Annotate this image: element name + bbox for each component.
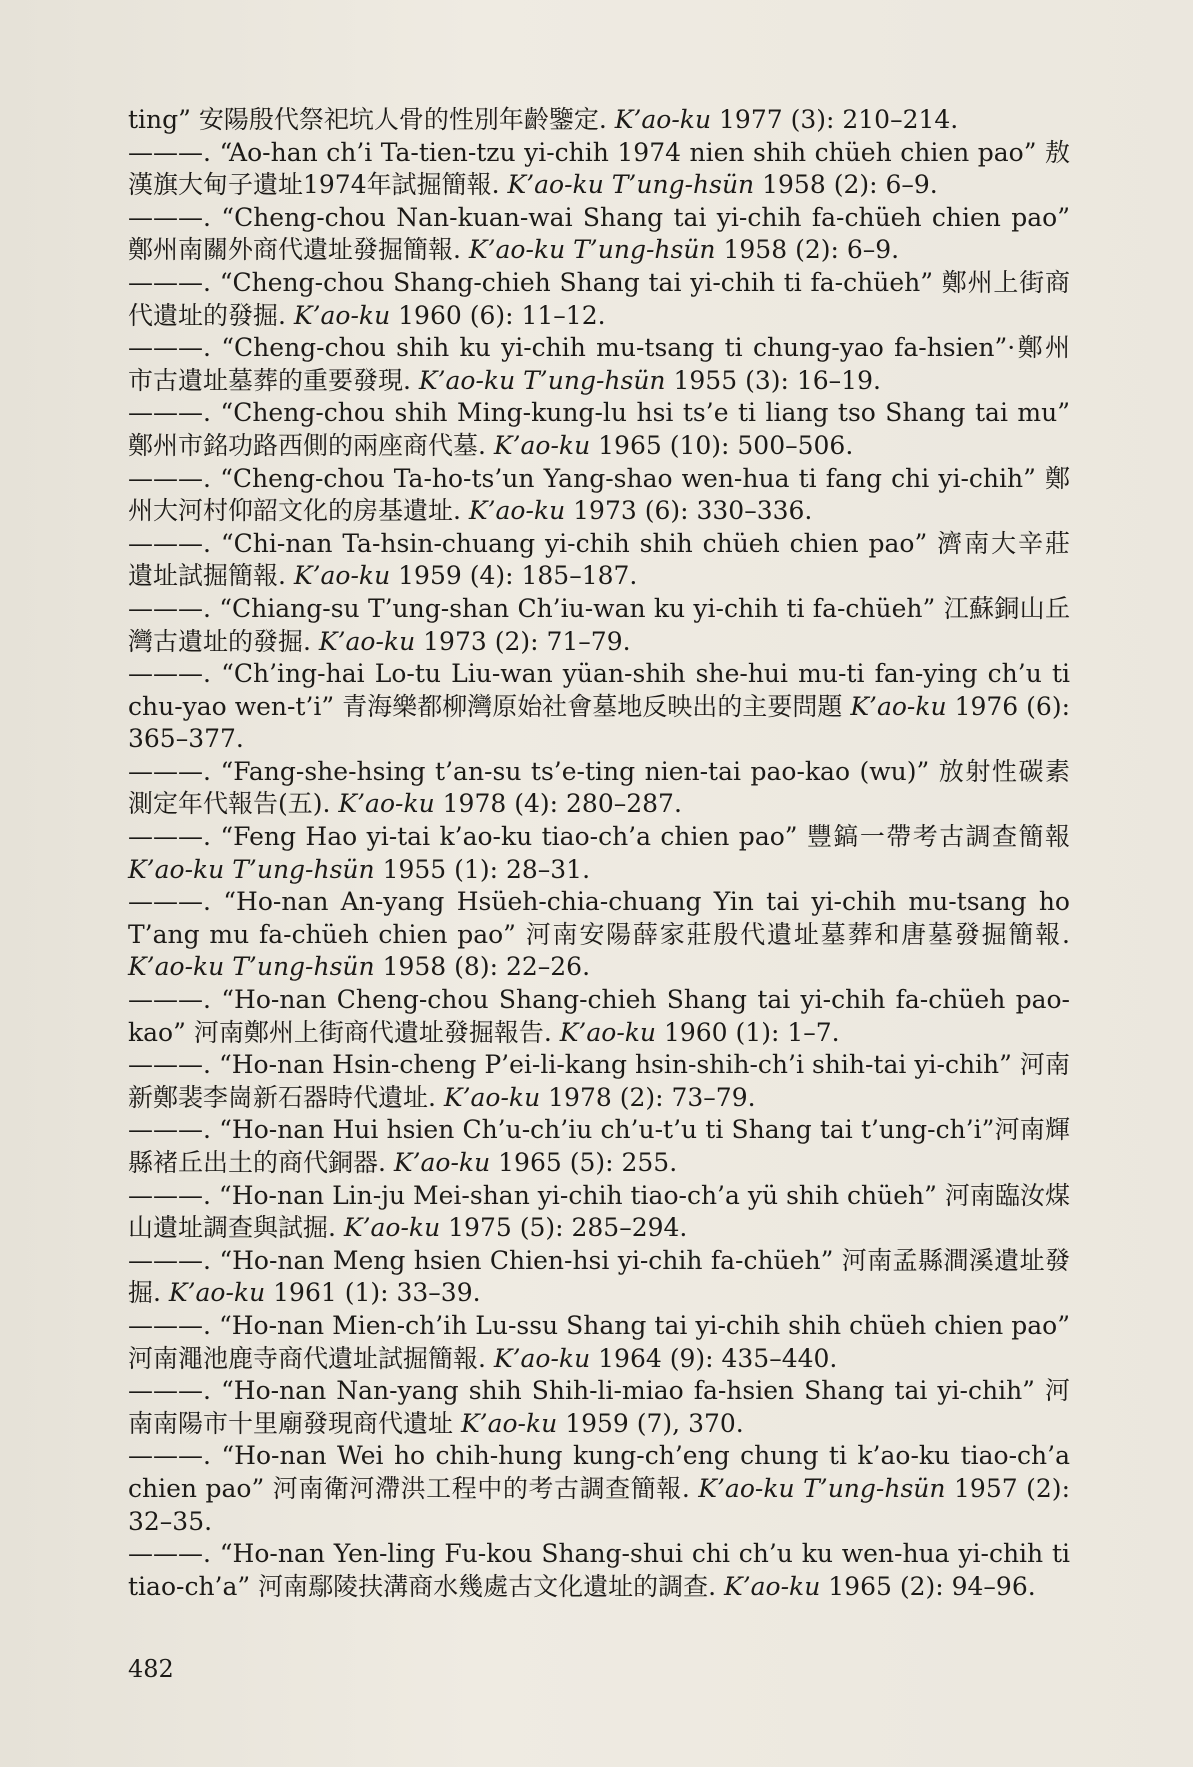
entry-title: “Ho-nan Hsin-cheng P’ei-li-kang hsin-shih-ch’i shih-tai yi-chih” 河南新鄭裴李崗新石器時代遺址. [128, 1050, 1070, 1112]
bibliography-entry [128, 886, 1070, 984]
citation: 1960 (1): 1–7. [663, 1017, 840, 1047]
bibliography-entry [128, 1310, 1070, 1375]
journal-name: K’ao-ku [293, 561, 391, 591]
journal-name: K’ao-ku [443, 1082, 541, 1112]
repeat-author-dash: ———. [128, 887, 211, 917]
bibliography-list [128, 104, 1070, 1603]
citation: 1964 (9): 435–440. [598, 1343, 838, 1373]
repeat-author-dash: ———. [128, 593, 211, 623]
journal-name: K’ao-ku T’ung-hsün [418, 365, 666, 395]
entry-title: “Ho-nan Wei ho chih-hung kung-ch’eng chung ti k’ao-ku tiao-ch’a chien pao” 河南衛河滯洪工程中的考古調查簡報. [128, 1441, 1070, 1503]
entry-title: “Cheng-chou Shang-chieh Shang tai yi-chih ti fa-chüeh” 鄭州上街商代遺址的發掘. [128, 267, 1070, 330]
repeat-author-dash: ———. [128, 463, 211, 493]
journal-name: K’ao-ku T’ung-hsün [698, 1473, 946, 1503]
journal-name: K’ao-ku [468, 496, 566, 526]
entry-title: “Ho-nan Meng hsien Chien-hsi yi-chih fa-chüeh” 河南孟縣澗溪遺址發掘. [128, 1245, 1070, 1308]
citation: 1959 (7), 370. [565, 1408, 744, 1438]
entry-title: “Ao-han ch’i Ta-tien-tzu yi-chih 1974 nien shih chüeh chien pao” 敖漢旗大甸子遺址1974年試掘簡報. [128, 137, 1071, 200]
journal-name: K’ao-ku [493, 430, 591, 460]
repeat-author-dash: ———. [128, 1115, 211, 1145]
entry-title: “Ch’ing-hai Lo-tu Liu-wan yüan-shih she-hui mu-ti fan-ying ch’u ti chu-yao wen-t’i” 青海樂都柳灣原始社會墓地反映出的主要問題 [128, 659, 1070, 721]
bibliography-entry [128, 1440, 1070, 1538]
citation: 1973 (2): 71–79. [423, 626, 631, 656]
journal-name: K’ao-ku T’ung-hsün [128, 854, 375, 884]
journal-name: K’ao-ku [614, 105, 712, 134]
bibliography-entry [128, 202, 1070, 267]
repeat-author-dash: ———. [128, 1310, 211, 1340]
repeat-author-dash: ———. [128, 267, 211, 297]
journal-name: K’ao-ku [460, 1408, 558, 1438]
entry-title: “Ho-nan Hui hsien Ch’u-ch’iu ch’u-t’u ti Shang tai t’ung-ch’i”河南輝縣褚丘出土的商代銅器. [128, 1115, 1071, 1177]
entry-title: “Chiang-su T’ung-shan Ch’iu-wan ku yi-chih ti fa-chüeh” 江蘇銅山丘灣古遺址的發掘. [128, 593, 1070, 656]
entry-title: “Ho-nan An-yang Hsüeh-chia-chuang Yin tai yi-chih mu-tsang ho T’ang mu fa-chüeh chien pao” 河南安陽薛家莊殷代遺址墓葬和唐墓發掘簡報. [128, 887, 1070, 949]
journal-name: K’ao-ku T’ung-hsün [128, 952, 375, 982]
entry-title: “Ho-nan Yen-ling Fu-kou Shang-shui chi ch’u ku wen-hua yi-chih ti tiao-ch’a” 河南鄢陵扶溝商水幾處古文化遺址的調查. [128, 1539, 1070, 1601]
journal-name: K’ao-ku [493, 1343, 591, 1373]
bibliography-entry [128, 658, 1070, 756]
bibliography-entry [128, 332, 1070, 397]
citation: 1973 (6): 330–336. [573, 496, 813, 526]
bibliography-entry [128, 267, 1070, 332]
journal-name: K’ao-ku T’ung-hsün [507, 170, 755, 200]
bibliography-entry [128, 528, 1070, 593]
entry-title: “Cheng-chou Nan-kuan-wai Shang tai yi-chih fa-chüeh chien pao” 鄭州南關外商代遺址發掘簡報. [128, 202, 1070, 265]
citation: 1957 (2): 32–35. [128, 1473, 1070, 1536]
bibliography-entry-continued [128, 104, 1070, 137]
journal-name: K’ao-ku [318, 626, 416, 656]
entry-title: “Feng Hao yi-tai k’ao-ku tiao-ch’a chien pao” 豐鎬一帶考古調查簡報 [220, 822, 1070, 852]
entry-title: ting” 安陽殷代祭祀坑人骨的性別年齡鑒定. [128, 105, 607, 134]
bibliography-entry [128, 1049, 1070, 1114]
entry-title: “Ho-nan Lin-ju Mei-shan yi-chih tiao-ch’a yü shih chüeh” 河南臨汝煤山遺址調查與試掘. [128, 1180, 1070, 1243]
journal-name: K’ao-ku [393, 1148, 491, 1177]
citation: 1958 (2): 6–9. [762, 170, 938, 200]
citation: 1965 (10): 500–506. [598, 430, 854, 460]
bibliography-entry [128, 137, 1070, 202]
journal-name: K’ao-ku [850, 691, 947, 721]
repeat-author-dash: ———. [128, 333, 211, 363]
bibliography-entry [128, 756, 1070, 821]
citation: 1978 (2): 73–79. [548, 1082, 756, 1112]
journal-name: K’ao-ku [559, 1017, 657, 1047]
repeat-author-dash: ———. [128, 398, 211, 428]
repeat-author-dash: ———. [128, 822, 211, 852]
bibliography-entry [128, 397, 1070, 462]
bibliography-entry [128, 1375, 1070, 1440]
citation: 1955 (1): 28–31. [382, 854, 591, 884]
bibliography-entry [128, 1538, 1070, 1603]
repeat-author-dash: ———. [128, 137, 211, 167]
citation: 1958 (2): 6–9. [723, 235, 900, 265]
bibliography-entry [128, 593, 1070, 658]
repeat-author-dash: ———. [128, 202, 211, 232]
journal-name: K’ao-ku [293, 300, 391, 330]
repeat-author-dash: ———. [128, 1539, 211, 1569]
citation: 1977 (3): 210–214. [719, 105, 959, 134]
citation: 1975 (5): 285–294. [448, 1213, 688, 1243]
journal-name: K’ao-ku T’ung-hsün [468, 235, 716, 265]
entry-title: “Cheng-chou Ta-ho-ts’un Yang-shao wen-hua ti fang chi yi-chih” 鄭州大河村仰韶文化的房基遺址. [128, 463, 1070, 526]
journal-name: K’ao-ku [724, 1571, 821, 1601]
bibliography-entry [128, 1245, 1070, 1310]
repeat-author-dash: ———. [128, 1245, 211, 1275]
journal-name: K’ao-ku [338, 789, 435, 819]
citation: 1965 (2): 94–96. [828, 1571, 1036, 1601]
entry-title: “Ho-nan Cheng-chou Shang-chieh Shang tai yi-chih fa-chüeh pao-kao” 河南鄭州上街商代遺址發掘報告. [128, 985, 1071, 1047]
citation: 1960 (6): 11–12. [398, 300, 606, 330]
citation: 1976 (6): 365–377. [128, 691, 1071, 754]
repeat-author-dash: ———. [128, 1376, 211, 1406]
repeat-author-dash: ———. [128, 659, 211, 689]
repeat-author-dash: ———. [128, 528, 211, 558]
bibliography-entry [128, 1114, 1070, 1179]
entry-title: “Chi-nan Ta-hsin-chuang yi-chih shih chüeh chien pao” 濟南大辛莊遺址試掘簡報. [128, 528, 1070, 591]
journal-name: K’ao-ku [343, 1213, 441, 1243]
repeat-author-dash: ———. [128, 1050, 211, 1080]
entry-title: “Ho-nan Mien-ch’ih Lu-ssu Shang tai yi-chih shih chüeh chien pao” 河南澠池鹿寺商代遺址試掘簡報. [128, 1310, 1071, 1373]
citation: 1958 (8): 22–26. [382, 952, 591, 982]
citation: 1961 (1): 33–39. [273, 1278, 481, 1308]
bibliography-entry [128, 821, 1070, 886]
repeat-author-dash: ———. [128, 985, 211, 1015]
entry-title: “Cheng-chou shih ku yi-chih mu-tsang ti chung-yao fa-hsien”·鄭州市古遺址墓葬的重要發現. [128, 333, 1070, 395]
journal-name: K’ao-ku [168, 1278, 266, 1308]
bibliography-entry [128, 1180, 1070, 1245]
bibliography-entry [128, 984, 1070, 1049]
page-number: 482 [128, 1655, 174, 1683]
citation: 1965 (5): 255. [498, 1148, 678, 1177]
entry-title: “Cheng-chou shih Ming-kung-lu hsi ts’e ti liang tso Shang tai mu” 鄭州市銘功路西側的兩座商代墓. [128, 398, 1070, 460]
entry-title: “Fang-she-hsing t’an-su ts’e-ting nien-tai pao-kao (wu)” 放射性碳素測定年代報告(五). [128, 756, 1070, 819]
citation: 1959 (4): 185–187. [398, 561, 638, 591]
repeat-author-dash: ———. [128, 756, 211, 786]
entry-title: “Ho-nan Nan-yang shih Shih-li-miao fa-hsien Shang tai yi-chih” 河南南陽市十里廟發現商代遺址 [128, 1376, 1070, 1438]
citation: 1955 (3): 16–19. [673, 365, 881, 395]
repeat-author-dash: ———. [128, 1180, 211, 1210]
bibliography-entry [128, 463, 1070, 528]
repeat-author-dash: ———. [128, 1441, 211, 1471]
citation: 1978 (4): 280–287. [442, 789, 682, 819]
